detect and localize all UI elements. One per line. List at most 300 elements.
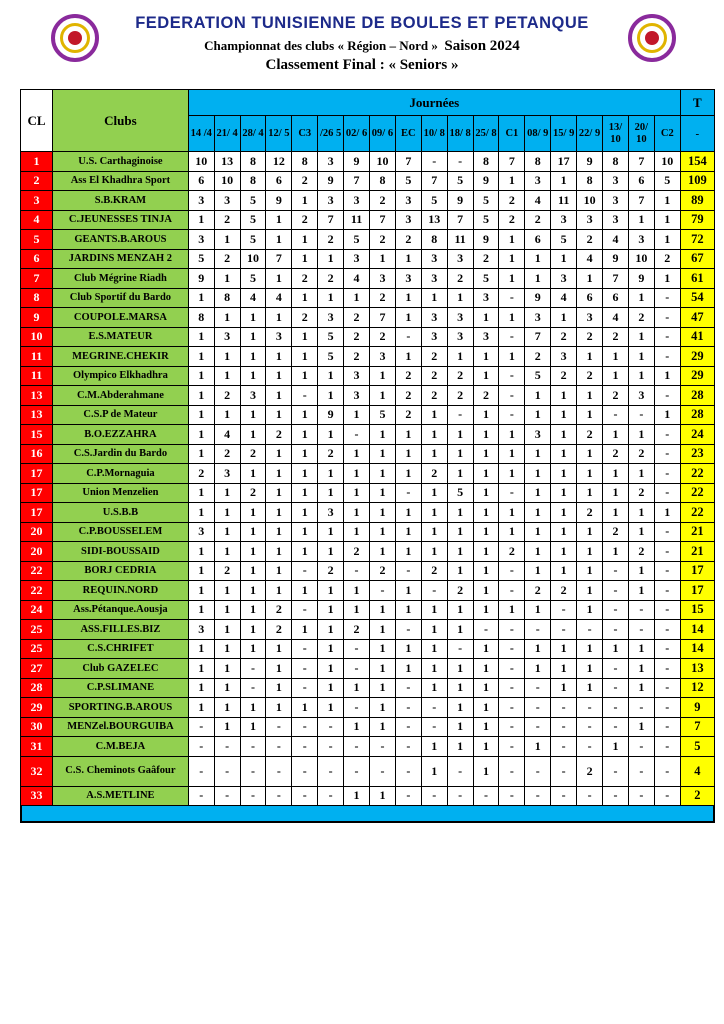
score-cell: 8 bbox=[421, 230, 447, 250]
rank-cell: 30 bbox=[21, 717, 53, 737]
score-cell: 1 bbox=[499, 171, 525, 191]
score-cell: - bbox=[266, 756, 292, 786]
score-cell: 1 bbox=[551, 522, 577, 542]
score-cell: 2 bbox=[499, 191, 525, 211]
score-cell: 1 bbox=[628, 425, 654, 445]
table-row bbox=[21, 620, 715, 640]
rank-cell: 6 bbox=[21, 249, 53, 269]
total-cell: 22 bbox=[680, 483, 714, 503]
score-cell: 1 bbox=[344, 600, 370, 620]
score-cell: 1 bbox=[473, 756, 499, 786]
score-cell: 1 bbox=[577, 600, 603, 620]
score-cell: 1 bbox=[447, 620, 473, 640]
score-cell: 1 bbox=[188, 678, 214, 698]
table-row bbox=[21, 786, 715, 806]
score-cell: 1 bbox=[214, 581, 240, 601]
day-header: C1 bbox=[499, 116, 525, 152]
club-name-cell: MENZel.BOURGUIBA bbox=[53, 717, 189, 737]
score-cell: 7 bbox=[525, 327, 551, 347]
score-cell: 1 bbox=[266, 503, 292, 523]
table-row bbox=[21, 327, 715, 347]
score-cell: 5 bbox=[370, 405, 396, 425]
score-cell: - bbox=[292, 786, 318, 806]
score-cell: 3 bbox=[344, 191, 370, 211]
score-cell: 3 bbox=[318, 152, 344, 172]
score-cell: 3 bbox=[188, 620, 214, 640]
score-cell: - bbox=[240, 756, 266, 786]
score-cell: - bbox=[499, 678, 525, 698]
score-cell: 8 bbox=[525, 152, 551, 172]
score-cell: - bbox=[214, 737, 240, 757]
score-cell: - bbox=[499, 483, 525, 503]
total-cell: 17 bbox=[680, 561, 714, 581]
total-cell: 24 bbox=[680, 425, 714, 445]
score-cell: 1 bbox=[499, 308, 525, 328]
score-cell: 1 bbox=[603, 483, 629, 503]
score-cell: 1 bbox=[499, 347, 525, 367]
score-cell: 1 bbox=[240, 620, 266, 640]
table-row bbox=[21, 171, 715, 191]
score-cell: 1 bbox=[370, 542, 396, 562]
score-cell: 10 bbox=[577, 191, 603, 211]
score-cell: 2 bbox=[551, 581, 577, 601]
score-cell: 8 bbox=[603, 152, 629, 172]
total-cell: 21 bbox=[680, 522, 714, 542]
standings-body bbox=[21, 152, 715, 806]
score-cell: 2 bbox=[370, 230, 396, 250]
score-cell: 9 bbox=[577, 152, 603, 172]
score-cell: 3 bbox=[577, 308, 603, 328]
total-subheader: - bbox=[680, 116, 714, 152]
score-cell: 1 bbox=[551, 444, 577, 464]
total-cell: 89 bbox=[680, 191, 714, 211]
table-row bbox=[21, 386, 715, 406]
score-cell: 1 bbox=[654, 503, 680, 523]
score-cell: 9 bbox=[266, 191, 292, 211]
rank-cell: 25 bbox=[21, 639, 53, 659]
score-cell: 1 bbox=[447, 698, 473, 718]
score-cell: 1 bbox=[344, 288, 370, 308]
table-row bbox=[21, 308, 715, 328]
score-cell: 7 bbox=[266, 249, 292, 269]
score-cell: 2 bbox=[577, 366, 603, 386]
score-cell: - bbox=[603, 600, 629, 620]
score-cell: 1 bbox=[214, 620, 240, 640]
score-cell: 1 bbox=[266, 405, 292, 425]
score-cell: 2 bbox=[395, 230, 421, 250]
score-cell: - bbox=[370, 581, 396, 601]
table-row bbox=[21, 230, 715, 250]
score-cell: 1 bbox=[603, 425, 629, 445]
score-cell: - bbox=[318, 786, 344, 806]
club-name-cell: JARDINS MENZAH 2 bbox=[53, 249, 189, 269]
score-cell: 1 bbox=[266, 444, 292, 464]
table-row bbox=[21, 288, 715, 308]
rank-cell: 32 bbox=[21, 756, 53, 786]
score-cell: 1 bbox=[240, 522, 266, 542]
score-cell: 1 bbox=[266, 308, 292, 328]
score-cell: - bbox=[603, 717, 629, 737]
club-name-cell: COUPOLE.MARSA bbox=[53, 308, 189, 328]
score-cell: 1 bbox=[214, 347, 240, 367]
score-cell: 1 bbox=[421, 405, 447, 425]
score-cell: 1 bbox=[266, 698, 292, 718]
score-cell: 1 bbox=[551, 171, 577, 191]
score-cell: 6 bbox=[628, 171, 654, 191]
total-cell: 5 bbox=[680, 737, 714, 757]
score-cell: 1 bbox=[292, 327, 318, 347]
score-cell: - bbox=[214, 756, 240, 786]
score-cell: - bbox=[344, 698, 370, 718]
table-row bbox=[21, 269, 715, 289]
table-row bbox=[21, 639, 715, 659]
score-cell: 1 bbox=[214, 269, 240, 289]
score-cell: - bbox=[628, 786, 654, 806]
club-name-cell: S.B.KRAM bbox=[53, 191, 189, 211]
score-cell: - bbox=[188, 717, 214, 737]
score-cell: 1 bbox=[292, 230, 318, 250]
score-cell: 1 bbox=[370, 678, 396, 698]
rank-cell: 7 bbox=[21, 269, 53, 289]
score-cell: 1 bbox=[188, 483, 214, 503]
score-cell: 3 bbox=[344, 249, 370, 269]
score-cell: 2 bbox=[292, 308, 318, 328]
score-cell: 1 bbox=[292, 620, 318, 640]
score-cell: - bbox=[654, 542, 680, 562]
score-cell: 1 bbox=[551, 659, 577, 679]
score-cell: 1 bbox=[499, 600, 525, 620]
score-cell: 1 bbox=[188, 347, 214, 367]
score-cell: 1 bbox=[628, 210, 654, 230]
score-cell: 1 bbox=[395, 503, 421, 523]
score-cell: 2 bbox=[188, 464, 214, 484]
total-cell: 9 bbox=[680, 698, 714, 718]
score-cell: - bbox=[499, 366, 525, 386]
score-cell: - bbox=[654, 308, 680, 328]
score-cell: 1 bbox=[266, 386, 292, 406]
day-header: 22/ 9 bbox=[577, 116, 603, 152]
score-cell: 1 bbox=[421, 659, 447, 679]
score-cell: 1 bbox=[370, 659, 396, 679]
day-header: /26 5 bbox=[318, 116, 344, 152]
score-cell: 1 bbox=[421, 678, 447, 698]
score-cell: 1 bbox=[370, 717, 396, 737]
score-cell: - bbox=[577, 620, 603, 640]
score-cell: 6 bbox=[603, 288, 629, 308]
score-cell: 6 bbox=[266, 171, 292, 191]
score-cell: 7 bbox=[421, 171, 447, 191]
score-cell: 1 bbox=[447, 288, 473, 308]
score-cell: 2 bbox=[551, 366, 577, 386]
club-name-cell: U.S.B.B bbox=[53, 503, 189, 523]
score-cell: - bbox=[654, 288, 680, 308]
score-cell: 8 bbox=[240, 152, 266, 172]
score-cell: - bbox=[395, 756, 421, 786]
score-cell: 1 bbox=[473, 561, 499, 581]
score-cell: 1 bbox=[525, 737, 551, 757]
score-cell: 9 bbox=[525, 288, 551, 308]
score-cell: 3 bbox=[214, 191, 240, 211]
club-name-cell: Ass.Pétanque.Aousja bbox=[53, 600, 189, 620]
score-cell: 5 bbox=[447, 483, 473, 503]
table-row bbox=[21, 464, 715, 484]
score-cell: - bbox=[499, 581, 525, 601]
score-cell: - bbox=[577, 737, 603, 757]
score-cell: - bbox=[370, 737, 396, 757]
score-cell: - bbox=[525, 717, 551, 737]
score-cell: 5 bbox=[654, 171, 680, 191]
score-cell: 12 bbox=[266, 152, 292, 172]
score-cell: 3 bbox=[551, 269, 577, 289]
score-cell: 2 bbox=[214, 444, 240, 464]
table-row bbox=[21, 678, 715, 698]
table-row bbox=[21, 561, 715, 581]
table-row bbox=[21, 581, 715, 601]
score-cell: 1 bbox=[318, 386, 344, 406]
score-cell: 6 bbox=[525, 230, 551, 250]
score-cell: 1 bbox=[266, 561, 292, 581]
score-cell: 4 bbox=[240, 288, 266, 308]
score-cell: 1 bbox=[447, 717, 473, 737]
score-cell: 1 bbox=[370, 620, 396, 640]
score-cell: 1 bbox=[318, 659, 344, 679]
score-cell: 7 bbox=[603, 269, 629, 289]
score-cell: 3 bbox=[603, 171, 629, 191]
day-header: 14 /4 bbox=[188, 116, 214, 152]
table-row bbox=[21, 483, 715, 503]
score-cell: - bbox=[292, 600, 318, 620]
total-cell: 2 bbox=[680, 786, 714, 806]
score-cell: 9 bbox=[603, 249, 629, 269]
score-cell: 1 bbox=[551, 561, 577, 581]
score-cell: 1 bbox=[395, 600, 421, 620]
score-cell: 2 bbox=[421, 561, 447, 581]
score-cell: - bbox=[654, 522, 680, 542]
score-cell: 1 bbox=[421, 600, 447, 620]
score-cell: 3 bbox=[395, 269, 421, 289]
score-cell: - bbox=[499, 620, 525, 640]
score-cell: 1 bbox=[318, 464, 344, 484]
score-cell: 2 bbox=[551, 327, 577, 347]
club-name-cell: Union Menzelien bbox=[53, 483, 189, 503]
score-cell: 1 bbox=[370, 444, 396, 464]
score-cell: 1 bbox=[214, 698, 240, 718]
score-cell: 1 bbox=[577, 464, 603, 484]
score-cell: 1 bbox=[421, 425, 447, 445]
day-header: 28/ 4 bbox=[240, 116, 266, 152]
season-label: Saison 2024 bbox=[444, 38, 520, 54]
score-cell: - bbox=[447, 152, 473, 172]
score-cell: - bbox=[628, 405, 654, 425]
score-cell: - bbox=[370, 756, 396, 786]
score-cell: 2 bbox=[266, 600, 292, 620]
score-cell: 1 bbox=[525, 386, 551, 406]
score-cell: 1 bbox=[577, 405, 603, 425]
day-header: C2 bbox=[654, 116, 680, 152]
score-cell: - bbox=[551, 717, 577, 737]
score-cell: - bbox=[421, 717, 447, 737]
table-row bbox=[21, 659, 715, 679]
score-cell: 2 bbox=[395, 405, 421, 425]
score-cell: 1 bbox=[214, 503, 240, 523]
score-cell: 1 bbox=[240, 542, 266, 562]
score-cell: 3 bbox=[628, 230, 654, 250]
score-cell: 3 bbox=[318, 503, 344, 523]
table-row bbox=[21, 191, 715, 211]
score-cell: - bbox=[292, 756, 318, 786]
total-cell: 79 bbox=[680, 210, 714, 230]
score-cell: - bbox=[395, 327, 421, 347]
score-cell: 5 bbox=[473, 210, 499, 230]
club-name-cell: C.S.CHRIFET bbox=[53, 639, 189, 659]
score-cell: - bbox=[395, 717, 421, 737]
table-footer-bar bbox=[22, 804, 713, 821]
score-cell: 1 bbox=[292, 698, 318, 718]
score-cell: 1 bbox=[551, 483, 577, 503]
score-cell: 1 bbox=[370, 386, 396, 406]
score-cell: 5 bbox=[395, 171, 421, 191]
score-cell: - bbox=[344, 639, 370, 659]
score-cell: - bbox=[654, 444, 680, 464]
score-cell: 1 bbox=[473, 678, 499, 698]
score-cell: 1 bbox=[240, 503, 266, 523]
table-row bbox=[21, 717, 715, 737]
score-cell: - bbox=[447, 639, 473, 659]
score-cell: 1 bbox=[577, 581, 603, 601]
score-cell: 1 bbox=[214, 366, 240, 386]
score-cell: 1 bbox=[292, 464, 318, 484]
score-cell: 5 bbox=[240, 269, 266, 289]
score-cell: 1 bbox=[603, 347, 629, 367]
score-cell: 2 bbox=[628, 483, 654, 503]
score-cell: 1 bbox=[447, 347, 473, 367]
club-name-cell: GEANTS.B.AROUS bbox=[53, 230, 189, 250]
score-cell: - bbox=[654, 600, 680, 620]
score-cell: 3 bbox=[577, 210, 603, 230]
score-cell: - bbox=[525, 678, 551, 698]
score-cell: 5 bbox=[318, 347, 344, 367]
score-cell: 1 bbox=[292, 366, 318, 386]
score-cell: 2 bbox=[473, 249, 499, 269]
score-cell: 2 bbox=[603, 522, 629, 542]
score-cell: 1 bbox=[240, 639, 266, 659]
score-cell: 3 bbox=[188, 522, 214, 542]
score-cell: 1 bbox=[603, 464, 629, 484]
score-cell: 1 bbox=[473, 737, 499, 757]
score-cell: 1 bbox=[603, 542, 629, 562]
table-row bbox=[21, 737, 715, 757]
club-name-cell: C.S. Cheminots Gaâfour bbox=[53, 756, 189, 786]
score-cell: 1 bbox=[292, 249, 318, 269]
score-cell: 1 bbox=[577, 522, 603, 542]
score-cell: 1 bbox=[525, 600, 551, 620]
score-cell: 1 bbox=[240, 717, 266, 737]
score-cell: 3 bbox=[188, 191, 214, 211]
score-cell: - bbox=[654, 756, 680, 786]
score-cell: - bbox=[344, 561, 370, 581]
score-cell: - bbox=[318, 756, 344, 786]
score-cell: - bbox=[577, 786, 603, 806]
score-cell: - bbox=[654, 698, 680, 718]
score-cell: 1 bbox=[577, 678, 603, 698]
score-cell: 1 bbox=[240, 561, 266, 581]
score-cell: 2 bbox=[421, 386, 447, 406]
table-row bbox=[21, 600, 715, 620]
score-cell: 1 bbox=[499, 230, 525, 250]
score-cell: 1 bbox=[395, 522, 421, 542]
score-cell: 3 bbox=[395, 210, 421, 230]
score-cell: 1 bbox=[551, 386, 577, 406]
score-cell: - bbox=[628, 698, 654, 718]
score-cell: 2 bbox=[370, 561, 396, 581]
score-cell: 2 bbox=[395, 386, 421, 406]
score-cell: 1 bbox=[603, 639, 629, 659]
score-cell: - bbox=[551, 756, 577, 786]
score-cell: 4 bbox=[214, 425, 240, 445]
rank-cell: 33 bbox=[21, 786, 53, 806]
score-cell: - bbox=[266, 737, 292, 757]
rank-cell: 10 bbox=[21, 327, 53, 347]
score-cell: 1 bbox=[628, 366, 654, 386]
rank-cell: 22 bbox=[21, 561, 53, 581]
rank-cell: 13 bbox=[21, 405, 53, 425]
rank-cell: 17 bbox=[21, 483, 53, 503]
score-cell: 1 bbox=[447, 503, 473, 523]
score-cell: 1 bbox=[292, 191, 318, 211]
journees-header: Journées bbox=[188, 90, 680, 116]
score-cell: 2 bbox=[344, 327, 370, 347]
total-cell: 47 bbox=[680, 308, 714, 328]
standings-table bbox=[20, 89, 715, 806]
score-cell: 1 bbox=[240, 327, 266, 347]
score-cell: - bbox=[654, 347, 680, 367]
score-cell: 9 bbox=[473, 230, 499, 250]
score-cell: - bbox=[525, 786, 551, 806]
score-cell: 2 bbox=[603, 444, 629, 464]
score-cell: 1 bbox=[577, 386, 603, 406]
score-cell: 7 bbox=[395, 152, 421, 172]
score-cell: - bbox=[499, 786, 525, 806]
score-cell: 2 bbox=[421, 464, 447, 484]
score-cell: 1 bbox=[525, 269, 551, 289]
score-cell: 8 bbox=[188, 308, 214, 328]
score-cell: 11 bbox=[447, 230, 473, 250]
score-cell: 1 bbox=[499, 249, 525, 269]
score-cell: - bbox=[292, 717, 318, 737]
score-cell: 1 bbox=[499, 269, 525, 289]
total-cell: 67 bbox=[680, 249, 714, 269]
score-cell: 2 bbox=[240, 483, 266, 503]
score-cell: 1 bbox=[654, 210, 680, 230]
score-cell: 9 bbox=[447, 191, 473, 211]
score-cell: 3 bbox=[551, 347, 577, 367]
score-cell: - bbox=[188, 756, 214, 786]
rank-cell: 29 bbox=[21, 698, 53, 718]
score-cell: 1 bbox=[214, 522, 240, 542]
day-header: EC bbox=[395, 116, 421, 152]
score-cell: 2 bbox=[214, 561, 240, 581]
score-cell: 1 bbox=[318, 366, 344, 386]
score-cell: - bbox=[421, 698, 447, 718]
score-cell: 9 bbox=[318, 405, 344, 425]
score-cell: 1 bbox=[473, 698, 499, 718]
score-cell: 2 bbox=[395, 366, 421, 386]
score-cell: 1 bbox=[525, 483, 551, 503]
score-cell: 1 bbox=[344, 717, 370, 737]
score-cell: 4 bbox=[577, 249, 603, 269]
score-cell: - bbox=[654, 786, 680, 806]
score-cell: 1 bbox=[628, 639, 654, 659]
